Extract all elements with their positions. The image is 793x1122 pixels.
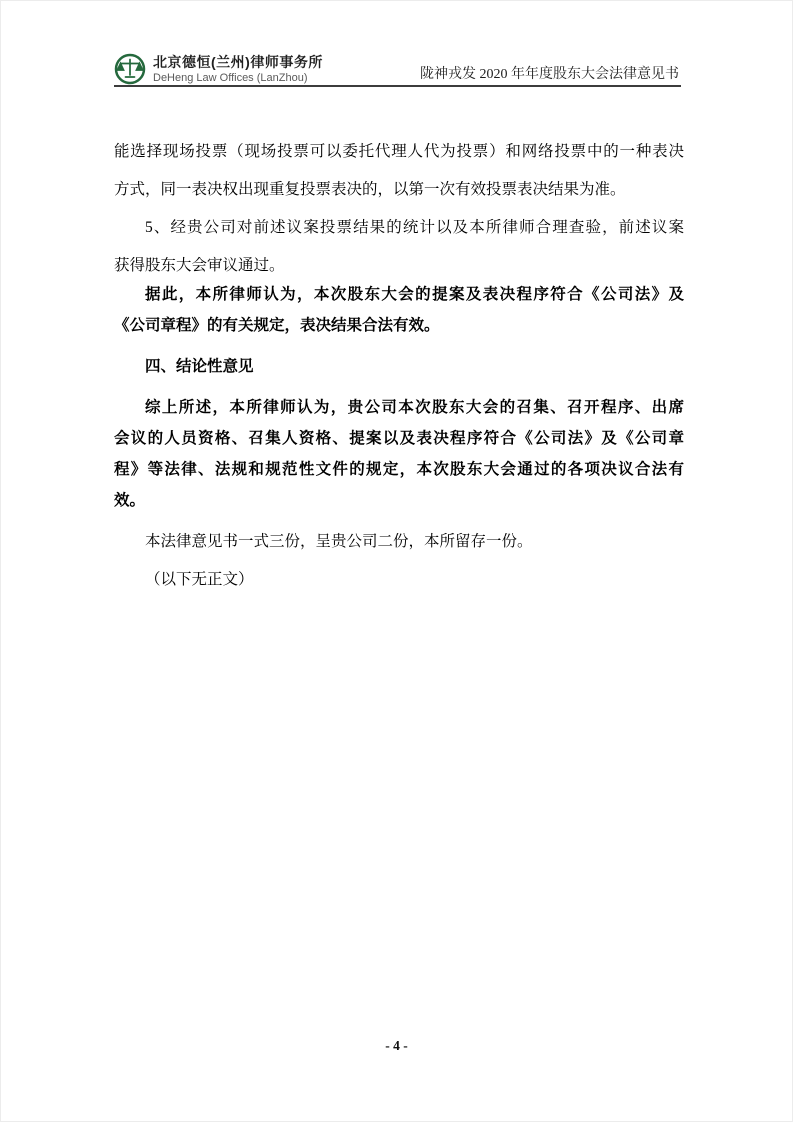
text-line: （以下无正文）	[145, 571, 254, 588]
paragraph-voting-conclusion	[114, 279, 684, 341]
text-line: 会议的人员资格、召集人资格、提案以及表决程序符合《公司法》及《公司章	[114, 430, 684, 447]
text-line: 能选择现场投票（现场投票可以委托代理人代为投票）和网络投票中的一种表决	[114, 143, 684, 160]
paragraph-no-more-text	[114, 561, 684, 599]
firm-name-english: DeHeng Law Offices (LanZhou)	[153, 72, 308, 84]
deheng-law-firm-logo-icon	[114, 53, 146, 85]
text-line: 5、经贵公司对前述议案投票结果的统计以及本所律师合理查验，前述议案	[145, 219, 684, 236]
text-line: 据此，本所律师认为，本次股东大会的提案及表决程序符合《公司法》及	[145, 286, 684, 303]
heading-section-4-conclusive-opinion	[114, 351, 684, 382]
page-footer	[1, 1037, 792, 1055]
text-line: 综上所述，本所律师认为，贵公司本次股东大会的召集、召开程序、出席	[145, 399, 684, 416]
text-line: 《公司章程》的有关规定，表决结果合法有效。	[114, 317, 440, 334]
text-line: 四、结论性意见	[145, 358, 254, 375]
paragraph-final-opinion	[114, 392, 684, 516]
text-line: 程》等法律、法规和规范性文件的规定，本次股东大会通过的各项决议合法有	[114, 461, 684, 478]
law-firm-name-block	[153, 54, 323, 85]
paragraph-item-5-verification	[114, 209, 684, 285]
document-title-header: 陇神戎发 2020 年年度股东大会法律意见书	[420, 67, 679, 82]
text-line: 获得股东大会审议通过。	[114, 257, 285, 274]
firm-name-chinese: 北京德恒(兰州)律师事务所	[153, 54, 323, 70]
document-body	[114, 133, 684, 599]
page-number: - 4 -	[385, 1038, 408, 1053]
text-line: 方式，同一表决权出现重复投票表决的，以第一次有效投票表决结果为准。	[114, 181, 626, 198]
text-line: 本法律意见书一式三份，呈贵公司二份，本所留存一份。	[145, 533, 533, 550]
header-divider	[114, 85, 681, 87]
paragraph-voting-method	[114, 133, 684, 209]
paragraph-copies	[114, 523, 684, 561]
text-line: 效。	[114, 492, 146, 509]
